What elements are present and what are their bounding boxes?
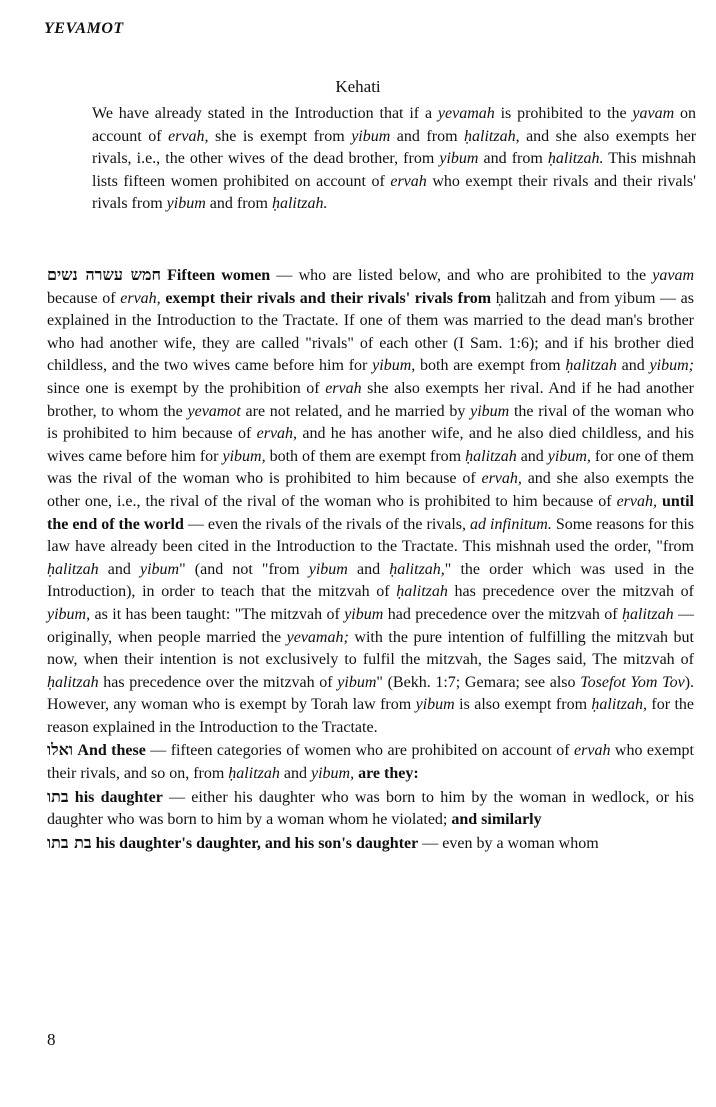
hebrew-lemma: בתו bbox=[47, 786, 69, 806]
commentary-title: Kehati bbox=[335, 77, 381, 96]
lemma-translation: his daughter bbox=[68, 788, 163, 806]
hebrew-lemma: חמש עשרה נשים bbox=[47, 265, 161, 284]
commentary-paragraph-and-these: ואלו And these — fifteen categories of women who are prohibited on account of ervah who exempt their rivals, and so on, from ḥalitzah and yibum, are they: bbox=[47, 740, 694, 783]
page-number: 8 bbox=[47, 1030, 56, 1049]
commentary-paragraph-daughters-daughter: בת בתו his daughter's daughter, and his son's daughter — even by a woman whom bbox=[47, 832, 599, 852]
intro-paragraph: We have already stated in the Introduction that if a yevamah is prohibited to the yavam on account of ervah, she is exempt from yibum and from ḥalitzah, and she also exempts her rivals, i.e., the other wives of the dead brother, from yibum and from ḥalitzah. This mishnah lists fifteen women prohibited on account of ervah who exempt their rivals and their rivals' rivals from yibum and from ḥalitzah. bbox=[92, 105, 697, 213]
running-head: YEVAMOT bbox=[44, 20, 124, 37]
lemma-translation: And these bbox=[72, 742, 146, 760]
hebrew-lemma: ואלו bbox=[47, 740, 73, 760]
lemma-translation: his daughter's daughter, and his son's daughter bbox=[91, 834, 419, 852]
commentary-paragraph-fifteen-women: חמש עשרה נשים Fifteen women — who are listed below, and who are prohibited to the yavam because of ervah, exempt their rivals and their rivals' rivals from ḥalitzah and from yibum — as explained in the Introduction to the Tractate. If one of them was married to the dead man's brother who had another wife, they are called "rivals" of each other (I Sam. 1:6); and if his brother died childless, and the two wives came before him for yibum, both are exempt from ḥalitzah and yibum; since one is exempt by the prohibition of ervah she also exempts her rival. And if he had another brother, to whom the yevamot are not related, and he married by yibum the rival of the woman who is prohibited to him because of ervah, and he has another wife, and he also died childless, and his wives came before him for yibum, both of them are exempt from ḥalitzah and yibum, for one of them was the rival of the woman who is prohibited to him because of ervah, and she also exempts the other one, i.e., the rival of the rival of the woman who is prohibited to him because of ervah, until the end of the world — even the rivals of the rivals of the rivals, ad infinitum. Some reasons for this law have already been cited in the Introduction to the Tractate. This mishnah used the order, "from ḥalitzah and yibum" (and not "from yibum and ḥalitzah," the order which was used in the Introduction), in order to teach that the mitzvah of ḥalitzah has precedence over the mitzvah of yibum, as it has been taught: "The mitzvah of yibum had precedence over the mitzvah of ḥalitzah — originally, when people married the yevamah; with the pure intention of fulfilling the mitzvah but now, when their intention is not exclusively to fulfil the mitzvah, the Sages said, The mitzvah of ḥalitzah has precedence over the mitzvah of yibum" (Bekh. 1:7; Gemara; see also Tosefot Yom Tov). However, any woman who is exempt by Torah law from yibum is also exempt from ḥalitzah, for the reason explained in the Introduction to the Tractate. bbox=[47, 265, 695, 736]
commentary-body bbox=[47, 264, 694, 855]
commentary-paragraph-his-daughter: בתו his daughter — either his daughter who was born to him by the woman in wedlock, or his daughter who was born to him by a woman whom he violated; and similarly bbox=[47, 786, 695, 829]
lemma-translation: Fifteen women bbox=[160, 267, 271, 284]
hebrew-lemma: בת בתו bbox=[47, 832, 92, 852]
